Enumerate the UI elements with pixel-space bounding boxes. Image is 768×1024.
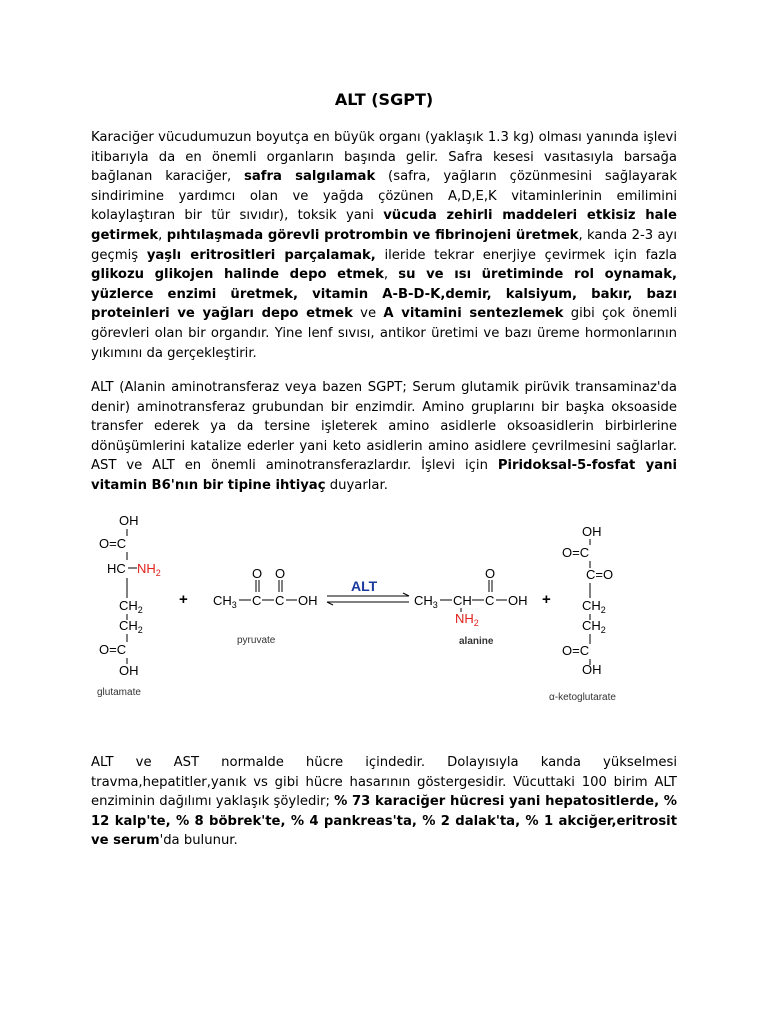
- body-text: ,: [383, 267, 399, 283]
- emphasis-text: A vitamini sentezlemek: [383, 306, 564, 322]
- alanine-label: alanine: [459, 636, 494, 647]
- emphasis-text: Piridoksal-5-fosfat yani vitamin B6'nın bir tipine ihtiyaç: [91, 458, 678, 493]
- emphasis-text: safra salgılamak: [244, 169, 376, 185]
- pyruvate-label: pyruvate: [237, 635, 276, 646]
- emphasis-text: yaşlı eritrositleri parçalamak,: [146, 247, 376, 263]
- svg-text:OH: OH: [298, 593, 318, 608]
- svg-text:O=C: O=C: [562, 545, 590, 560]
- svg-text:CH3: $CH_3$: [414, 593, 438, 610]
- body-text: duyarlar.: [325, 477, 388, 493]
- body-text: 'da bulunur.: [159, 833, 238, 849]
- body-text: ,: [158, 227, 167, 243]
- glutamate-amine: $NH_2$: [137, 561, 161, 578]
- svg-text:CH2: $CH_2$: [119, 598, 143, 615]
- equilibrium-arrows: [327, 578, 409, 605]
- svg-text:C: C: [275, 593, 285, 608]
- body-text: ve: [352, 306, 384, 322]
- enzyme-label: ALT: [351, 578, 378, 594]
- svg-text:O: O: [275, 566, 286, 581]
- svg-text:O: O: [252, 566, 263, 581]
- pyruvate-structure: [213, 566, 318, 646]
- plus-sign-1: +: [179, 591, 188, 608]
- svg-text:CH2: $CH_2$: [582, 598, 606, 615]
- svg-text:CH: CH: [453, 593, 472, 608]
- paragraph-alt-definition: [91, 378, 677, 496]
- svg-text:OH: OH: [508, 593, 528, 608]
- paragraph-alt-distribution: [91, 753, 677, 851]
- svg-text:OH: OH: [119, 663, 139, 678]
- emphasis-text: glikozu glikojen halinde depo etmek: [91, 267, 384, 283]
- svg-text:OH: OH: [582, 662, 602, 677]
- svg-text:HC: HC: [107, 561, 126, 576]
- svg-text:O=C: O=C: [562, 643, 590, 658]
- reaction-diagram: [91, 508, 691, 708]
- svg-text:O=C: O=C: [99, 642, 127, 657]
- alanine-amine: $NH_2$: [455, 611, 479, 628]
- glutamate-label: glutamate: [97, 687, 141, 698]
- paragraph-liver-functions: [91, 128, 677, 363]
- ketoglutarate-structure: [549, 524, 616, 703]
- page-title: ALT (SGPT): [334, 90, 434, 109]
- svg-text:OH: OH: [582, 524, 602, 539]
- body-text: ALT ve AST normalde hücre içindedir. Dolayısıyla kanda yükselmesi travma,hepatitler,yanık vs gibi hücre hasarının göstergesidir. Vücuttaki 100 birim ALT enziminin dağılımı yaklaşık şöyledir;: [91, 755, 677, 810]
- svg-text:C=O: C=O: [586, 567, 614, 582]
- emphasis-text: pıhtılaşmada görevli protrombin ve fibrinojeni üretmek: [166, 227, 579, 243]
- svg-text:OH: OH: [119, 513, 139, 528]
- svg-text:CH2: $CH_2$: [582, 618, 606, 635]
- ketoglutarate-label: α-ketoglutarate: [549, 692, 616, 703]
- body-text: , kanda 2-3 ayı geçmiş: [91, 227, 677, 263]
- svg-text:O=C: O=C: [99, 536, 127, 551]
- svg-text:C: C: [252, 593, 262, 608]
- plus-sign-2: +: [542, 591, 551, 608]
- svg-text:C: C: [485, 593, 495, 608]
- svg-text:CH2: $CH_2$: [119, 618, 143, 635]
- svg-text:O: O: [485, 566, 496, 581]
- alanine-structure: [414, 566, 528, 647]
- body-text: ileride tekrar enerjiye çevirmek için fazla: [375, 247, 677, 263]
- body-text: gibi çok önemli görevleri olan bir organdır. Yine lenf sıvısı, antikor üretimi ve bazı üreme hormonlarının yıkımını da gerçekleştirir.: [91, 306, 677, 361]
- emphasis-text: % 73 karaciğer hücresi yani hepatositlerde, % 12 kalp'te, % 8 böbrek'te, % 4 pankreas'ta, % 2 dalak'ta, % 1 akciğer,eritrosit ve serum: [91, 794, 677, 849]
- glutamate-structure: [97, 513, 161, 698]
- body-text: ALT (Alanin aminotransferaz veya bazen SGPT; Serum glutamik pirüvik transaminaz'da denir) aminotransferaz grubundan bir enzimdir. Amino gruplarını bir başka oksoaside transfer ederek ya da tersine işleterek amino asidlerle oksoasidlerin birbirlerine dönüşümlerini katalize ederler yani keto asidlerin amino asidlere çevrilmesini sağlarlar. AST ve ALT en önemli aminotransferazlardır. İşlevi için: [91, 380, 677, 474]
- emphasis-text: vücuda zehirli maddeleri etkisiz hale getirmek: [91, 208, 677, 243]
- body-text: (safra, yağların çözünmesini sağlayarak sindirimine yardımcı olan ve yağda çözünen A,D,E,K vitaminlerinin emilimini kolaylaştıran bir tür sıvıdır), toksik yani: [91, 169, 677, 224]
- emphasis-text: su ve ısı üretiminde rol oynamak, yüzlerce enzimi üretmek, vitamin A-B-D-K,demir, kalsiyum, bakır, bazı proteinleri ve yağları depo etmek: [91, 267, 677, 322]
- body-text: Karaciğer vücudumuzun boyutça en büyük organı (yaklaşık 1.3 kg) olması yanında işlevi itibarıyla da en önemli organların başında gelir. Safra kesesi vasıtasıyla barsağa bağlanan karaciğer,: [91, 130, 677, 185]
- svg-text:CH3: $CH_3$: [213, 593, 237, 610]
